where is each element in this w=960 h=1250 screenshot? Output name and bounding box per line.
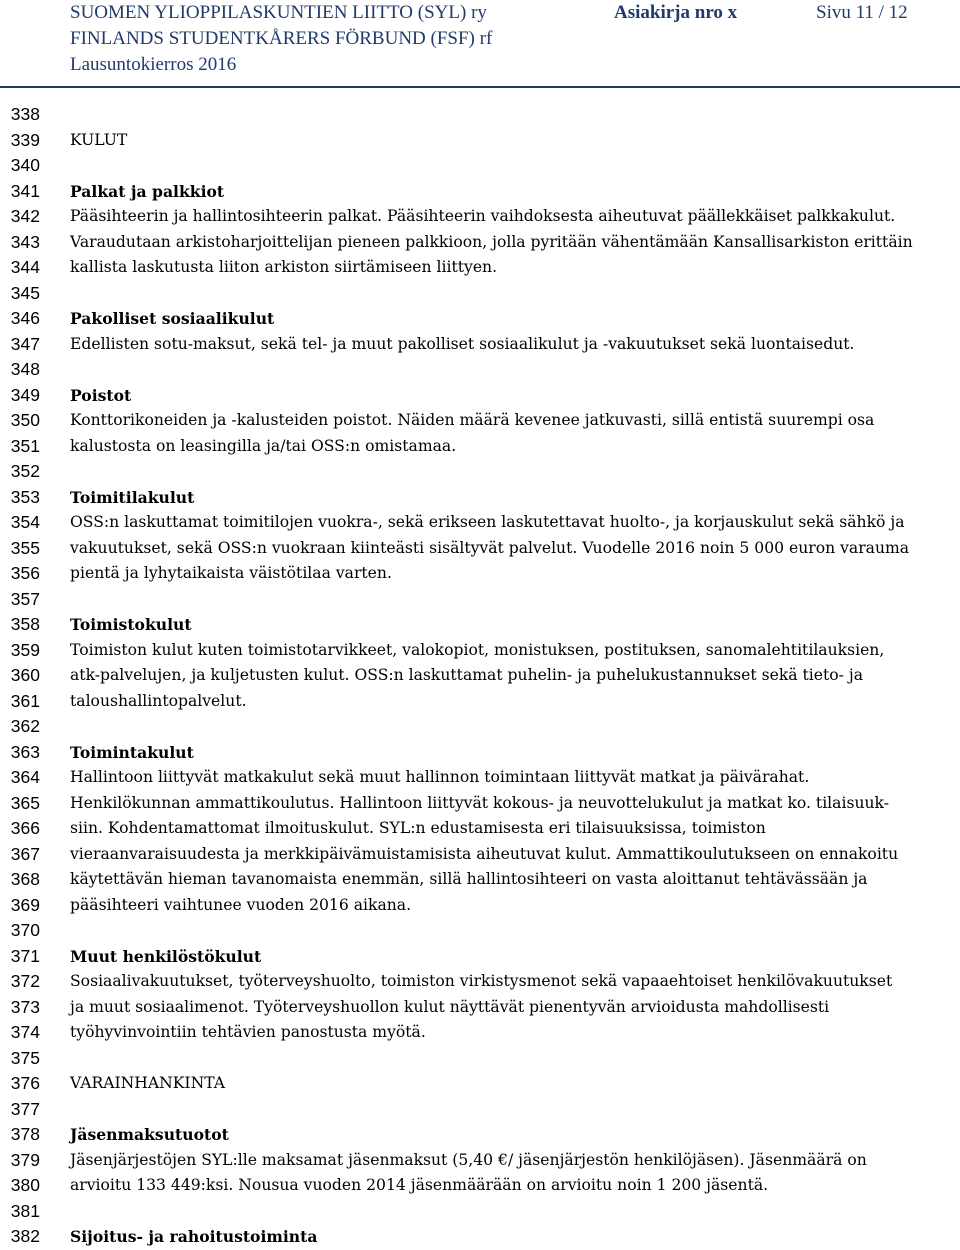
- line-number: 363: [10, 741, 40, 762]
- page-indicator: Sivu 11 / 12: [816, 2, 908, 23]
- line-number: 360: [10, 665, 40, 685]
- line-number: 361: [10, 690, 40, 711]
- line-number: 382: [10, 1226, 40, 1246]
- line-number: 381: [10, 1200, 40, 1221]
- line-number: 357: [10, 588, 40, 609]
- line-number: 375: [10, 1047, 40, 1068]
- document-number: Asiakirja nro x: [614, 2, 738, 23]
- line-number: 342: [10, 206, 40, 226]
- line-number: 355: [10, 537, 40, 558]
- line-number: 377: [10, 1098, 40, 1119]
- body-text-line: VARAINHANKINTA: [70, 1074, 226, 1092]
- line-number: 358: [10, 614, 40, 634]
- section-heading: Toimintakulut: [70, 742, 194, 762]
- body-text-line: Henkilökunnan ammattikoulutus. Hallintoon liittyvät kokous- ja neuvottelukulut ja matkat ko. tilaisuuk-: [70, 793, 889, 812]
- body-text-line: vieraanvaraisuudesta ja merkkipäivämuistamisista aiheutuvat kulut. Ammattikoulutukseen on ennakoitu: [70, 844, 899, 863]
- section-heading: Palkat ja palkkiot: [70, 181, 225, 201]
- body-text-line: pientä ja lyhytaikaista väistötilaa varten.: [70, 564, 392, 582]
- body-text-line: atk-palvelujen, ja kuljetusten kulut. OSS:n laskuttamat puhelin- ja puhelukustannukset sekä tieto- ja: [70, 666, 864, 684]
- line-number: 338: [10, 104, 40, 124]
- section-heading: Sijoitus- ja rahoitustoiminta: [70, 1227, 318, 1246]
- section-heading: Poistot: [70, 385, 132, 405]
- line-number: 346: [10, 308, 40, 328]
- section-heading: Muut henkilöstökulut: [70, 946, 262, 966]
- body-text-line: käytettävän hieman tavanomaista enemmän, sillä hallintosihteeri on vasta aloittanut tehtävässään ja: [70, 870, 868, 888]
- body-text-line: OSS:n laskuttamat toimitilojen vuokra-, sekä erikseen laskutettavat huolto-, ja korjauskulut sekä sähkö ja: [70, 513, 905, 531]
- line-number: 369: [10, 894, 40, 915]
- line-number: 341: [10, 180, 40, 201]
- body-text-line: Konttorikoneiden ja -kalusteiden poistot. Näiden määrä kevenee jatkuvasti, sillä entistä suurempi osa: [70, 411, 875, 429]
- line-number: 353: [10, 486, 40, 507]
- line-number: 348: [10, 359, 40, 379]
- line-number: 371: [10, 945, 40, 966]
- document-subtitle: Lausuntokierros 2016: [70, 54, 237, 75]
- line-number: 368: [10, 869, 40, 889]
- body-text-line: KULUT: [70, 130, 128, 149]
- line-number: 370: [10, 920, 40, 940]
- line-number: 351: [10, 435, 40, 456]
- line-number: 359: [10, 639, 40, 660]
- body-text-line: vakuutukset, sekä OSS:n vuokraan kiinteästi sisältyvät palvelut. Vuodelle 2016 noin 5 000 euron varauma: [70, 538, 910, 557]
- body-text-line: Pääsihteerin ja hallintosihteerin palkat. Pääsihteerin vaihdoksesta aiheutuvat päällekkäiset palkkakulut.: [70, 207, 896, 225]
- line-number: 373: [10, 996, 40, 1017]
- line-number: 365: [10, 792, 40, 813]
- body-text-line: siin. Kohdentamattomat ilmoituskulut. SYL:n edustamisesta eri tilaisuuksissa, toimiston: [70, 819, 766, 837]
- line-number: 343: [10, 231, 40, 252]
- body-text-line: arvioitu 133 449:ksi. Nousua vuoden 2014 jäsenmäärään on arvioitu noin 1 200 jäsentä.: [70, 1176, 769, 1194]
- document-header: [70, 0, 950, 90]
- body-text-line: kallista laskutusta liiton arkiston siirtämiseen liittyen.: [70, 258, 498, 276]
- line-number: 380: [10, 1175, 40, 1195]
- line-number: 340: [10, 155, 40, 175]
- body-text-line: pääsihteeri vaihtunee vuoden 2016 aikana.: [70, 895, 412, 914]
- body-text-line: Varaudutaan arkistoharjoittelijan pieneen palkkioon, jolla pyritään vähentämään Kansallisarkiston erittäin: [70, 232, 913, 251]
- line-number: 374: [10, 1022, 40, 1042]
- line-number: 345: [10, 282, 40, 303]
- line-number: 367: [10, 843, 40, 864]
- line-number: 366: [10, 818, 40, 838]
- body-text-line: Edellisten sotu-maksut, sekä tel- ja muut pakolliset sosiaalikulut ja -vakuutukset sekä luontaisedut.: [70, 334, 855, 353]
- section-heading: Pakolliset sosiaalikulut: [70, 309, 275, 328]
- line-number: 344: [10, 257, 40, 277]
- section-heading: Toimitilakulut: [70, 487, 195, 507]
- body-text-line: Sosiaalivakuutukset, työterveyshuolto, toimiston virkistysmenot sekä vapaaehtoiset henkilövakuutukset: [70, 972, 893, 990]
- body-text-line: työhyvinvointiin tehtävien panostusta myötä.: [70, 1023, 426, 1041]
- organization-name-fi: SUOMEN YLIOPPILASKUNTIEN LIITTO (SYL) ry: [70, 2, 487, 23]
- line-number: 379: [10, 1149, 40, 1170]
- line-number: 362: [10, 716, 40, 736]
- body-text-line: Toimiston kulut kuten toimistotarvikkeet, valokopiot, monistuksen, postituksen, sanomalehtitilauksien,: [70, 640, 885, 659]
- line-number: 356: [10, 563, 40, 583]
- body-text-line: taloushallintopalvelut.: [70, 691, 247, 710]
- body-text-line: ja muut sosiaalimenot. Työterveyshuollon kulut näyttävät pienentyvän arvioidusta mahdollisesti: [70, 997, 830, 1016]
- line-number: 349: [10, 384, 40, 405]
- line-number: 378: [10, 1124, 40, 1144]
- body-text-line: Hallintoon liittyvät matkakulut sekä muut hallinnon toimintaan liittyvät matkat ja päivärahat.: [70, 768, 810, 786]
- line-number: 372: [10, 971, 40, 991]
- header-divider: [0, 86, 960, 88]
- line-number: 376: [10, 1073, 40, 1093]
- section-heading: Jäsenmaksutuotot: [70, 1125, 229, 1144]
- section-heading: Toimistokulut: [70, 615, 192, 634]
- line-number: 347: [10, 333, 40, 354]
- organization-name-sv: FINLANDS STUDENTKÅRERS FÖRBUND (FSF) rf: [70, 28, 493, 49]
- line-number: 339: [10, 129, 40, 150]
- line-number: 354: [10, 512, 40, 532]
- body-text-line: Jäsenjärjestöjen SYL:lle maksamat jäsenmaksut (5,40 €/ jäsenjärjestön henkilöjäsen). Jäsenmäärä on: [70, 1150, 867, 1169]
- line-number: 364: [10, 767, 40, 787]
- line-number: 352: [10, 461, 40, 481]
- line-number: 350: [10, 410, 40, 430]
- body-text-line: kalustosta on leasingilla ja/tai OSS:n omistamaa.: [70, 436, 457, 455]
